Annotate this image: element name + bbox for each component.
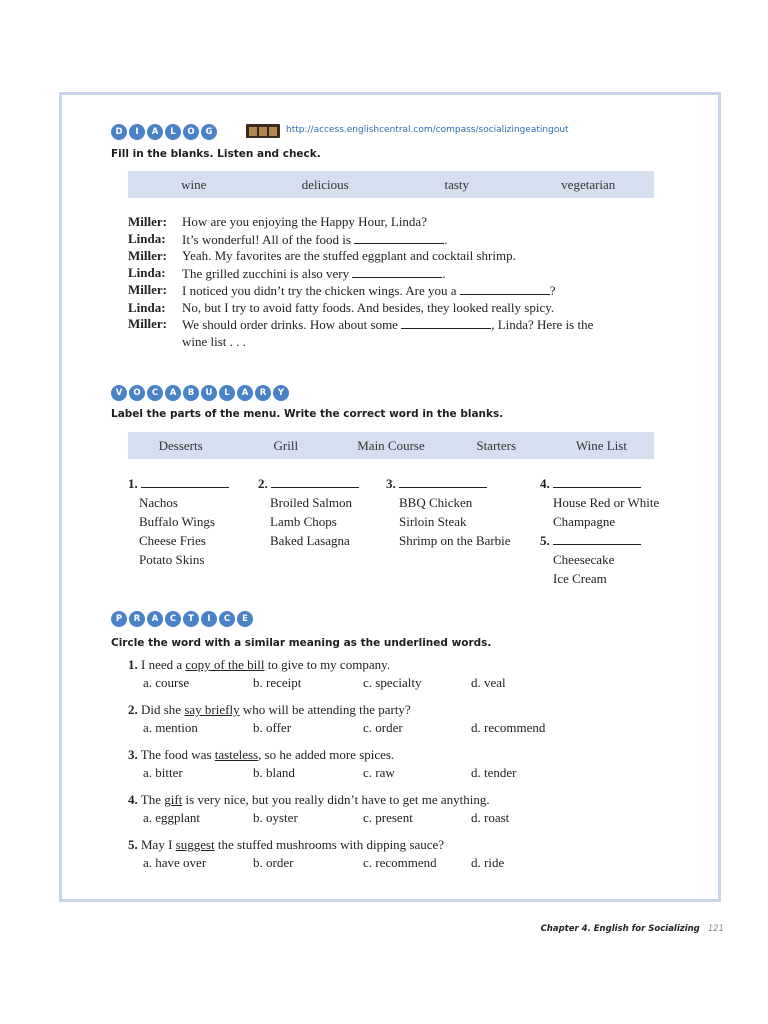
practice-question	[128, 792, 509, 828]
badge-letter: A	[237, 385, 253, 401]
page-footer	[541, 924, 724, 934]
badge-letter: O	[129, 385, 145, 401]
speaker: Miller:	[128, 214, 167, 229]
answer-option[interactable]: b. bland	[253, 765, 295, 780]
practice-question	[128, 747, 516, 783]
menu-item: Potato Skins	[139, 552, 205, 567]
dialog-lines	[128, 214, 668, 350]
answer-option[interactable]: b. order	[253, 855, 294, 870]
word-box-item: Starters	[476, 437, 517, 453]
badge-letter: R	[255, 385, 271, 401]
line-text: .	[444, 231, 448, 247]
speaker: Linda:	[128, 299, 166, 315]
badge-letter: C	[219, 611, 235, 627]
answer-option[interactable]: a. course	[143, 675, 190, 690]
video-icon[interactable]	[246, 124, 280, 138]
menu-item: Sirloin Steak	[399, 514, 467, 529]
answer-option[interactable]: d. roast	[471, 810, 510, 825]
badge-letter: I	[201, 611, 217, 627]
menu-item: BBQ Chicken	[399, 495, 473, 510]
menu-column	[386, 474, 511, 550]
line-text: , Linda? Here is the	[491, 317, 594, 332]
menu-item: Cheesecake	[553, 552, 615, 567]
underlined-words: gift	[164, 792, 183, 807]
badge-letter: L	[165, 124, 181, 140]
underlined-words: suggest	[175, 837, 215, 852]
badge-letter: L	[219, 385, 235, 401]
answer-option[interactable]: a. mention	[143, 720, 198, 735]
badge-letter: I	[129, 124, 145, 140]
dialog-line	[128, 316, 668, 350]
badge-letter: B	[183, 385, 199, 401]
dialog-line	[128, 265, 668, 283]
line-text: It’s wonderful! All of the food is	[182, 231, 355, 247]
question-number: 4.	[128, 792, 138, 807]
badge-letter: A	[147, 611, 163, 627]
answer-blank[interactable]	[553, 532, 641, 545]
underlined-words: tasteless	[214, 747, 259, 762]
badge-letter: O	[183, 124, 199, 140]
question-text: the stuffed mushrooms with dipping sauce?	[214, 837, 445, 852]
menu-item: Broiled Salmon	[270, 495, 352, 510]
speaker: Miller:	[128, 282, 167, 297]
question-text: The food was	[140, 747, 215, 762]
menu-column	[258, 474, 359, 550]
question-text: who will be attending the party?	[239, 702, 411, 717]
answer-option[interactable]: d. ride	[471, 855, 505, 870]
practice-instruction: Circle the word with a similar meaning as the underlined words.	[111, 637, 492, 649]
dialog-line	[128, 282, 668, 300]
answer-option[interactable]: b. oyster	[253, 810, 298, 825]
blank-number: 1.	[128, 476, 138, 491]
word-box-item: Wine List	[575, 437, 627, 453]
answer-blank[interactable]	[141, 475, 229, 488]
answer-option[interactable]: c. order	[363, 720, 403, 735]
blank-number: 2.	[258, 476, 268, 491]
menu-item: Cheese Fries	[139, 533, 206, 548]
badge-letter: Y	[273, 385, 289, 401]
answer-option[interactable]: a. bitter	[143, 765, 183, 780]
answer-blank[interactable]	[352, 265, 442, 278]
line-text: We should order drinks. How about some	[182, 317, 402, 332]
answer-option[interactable]: b. offer	[253, 720, 292, 735]
badge-letter: R	[129, 611, 145, 627]
line-text: I noticed you didn’t try the chicken wings. Are you a	[182, 283, 460, 298]
badge-letter: D	[111, 124, 127, 140]
answer-blank[interactable]	[354, 231, 444, 244]
answer-option[interactable]: d. recommend	[471, 720, 546, 735]
answer-option[interactable]: b. receipt	[253, 675, 302, 690]
speaker: Miller:	[128, 248, 167, 263]
badge-letter: U	[201, 385, 217, 401]
dialog-line	[128, 248, 668, 265]
question-text: is very nice, but you really didn’t have to get me anything.	[182, 792, 490, 807]
blank-number: 5.	[540, 533, 550, 548]
vocabulary-word-box	[128, 432, 654, 459]
answer-option[interactable]: c. raw	[363, 765, 395, 780]
dialog-badges	[111, 124, 217, 140]
menu-column	[128, 474, 229, 569]
line-text: ?	[549, 283, 556, 298]
badge-letter: P	[111, 611, 127, 627]
answer-blank[interactable]	[399, 475, 487, 488]
answer-option[interactable]: c. recommend	[363, 855, 437, 870]
badge-letter: C	[165, 611, 181, 627]
practice-question	[128, 702, 545, 738]
blank-number: 3.	[386, 476, 396, 491]
practice-question	[128, 837, 504, 873]
answer-option[interactable]: a. eggplant	[143, 810, 201, 825]
question-text: May I	[141, 837, 176, 852]
question-number: 3.	[128, 747, 138, 762]
line-text: The grilled zucchini is also very	[182, 265, 353, 281]
badge-letter: T	[183, 611, 199, 627]
answer-option[interactable]: c. specialty	[363, 675, 422, 690]
word-box-item: wine	[181, 176, 207, 192]
menu-column	[540, 474, 659, 588]
word-box-item: vegetarian	[561, 176, 616, 192]
menu-item: Nachos	[139, 495, 178, 510]
answer-blank[interactable]	[401, 316, 491, 329]
badge-letter: E	[237, 611, 253, 627]
underlined-words: say briefly	[184, 702, 240, 717]
dialog-line	[128, 300, 668, 317]
answer-blank[interactable]	[460, 282, 550, 295]
line-text: wine list . . .	[182, 333, 246, 349]
word-box-item: delicious	[301, 176, 349, 192]
vocabulary-instruction: Label the parts of the menu. Write the correct word in the blanks.	[111, 408, 504, 420]
menu-item: Buffalo Wings	[139, 514, 215, 529]
menu-item: Lamb Chops	[270, 514, 337, 529]
word-box-item: Desserts	[158, 437, 203, 453]
line-text: How are you enjoying the Happy Hour, Linda?	[182, 214, 427, 229]
practice-badges	[111, 611, 253, 627]
dialog-instruction: Fill in the blanks. Listen and check.	[111, 148, 321, 160]
question-number: 5.	[128, 837, 138, 852]
blank-number: 4.	[540, 476, 550, 491]
question-text: , so he added more spices.	[258, 747, 395, 762]
chapter-title: Chapter 4. English for Socializing	[540, 924, 700, 934]
answer-option[interactable]: a. have over	[143, 855, 207, 870]
answer-blank[interactable]	[553, 475, 641, 488]
line-text: No, but I try to avoid fatty foods. And besides, they looked really spicy.	[182, 299, 555, 315]
answer-option[interactable]: d. tender	[471, 765, 517, 780]
answer-blank[interactable]	[271, 475, 359, 488]
question-text: to give to my company.	[264, 657, 390, 672]
answer-option[interactable]: d. veal	[471, 675, 506, 690]
question-text: I need a	[141, 657, 186, 672]
badge-letter: V	[111, 385, 127, 401]
menu-item: Shrimp on the Barbie	[399, 533, 511, 548]
page-number: 121	[707, 924, 724, 934]
line-text: Yeah. My favorites are the stuffed eggplant and cocktail shrimp.	[182, 248, 516, 263]
dialog-line	[128, 231, 668, 249]
question-text: Did she	[141, 702, 185, 717]
question-text: The	[140, 792, 165, 807]
menu-item: Baked Lasagna	[270, 533, 350, 548]
badge-letter: A	[147, 124, 163, 140]
menu-item: Champagne	[553, 514, 616, 529]
video-link[interactable]: http://access.englishcentral.com/compass/socializingeatingout	[286, 125, 569, 135]
dialog-line	[128, 214, 668, 231]
badge-letter: A	[165, 385, 181, 401]
badge-letter: G	[201, 124, 217, 140]
answer-option[interactable]: c. present	[363, 810, 413, 825]
word-box-item: Main Course	[357, 437, 425, 453]
menu-item: House Red or White	[553, 495, 660, 510]
dialog-word-box	[128, 171, 654, 198]
vocabulary-badges	[111, 385, 289, 401]
line-text: .	[442, 265, 446, 281]
speaker: Linda:	[128, 264, 166, 280]
question-number: 1.	[128, 657, 138, 672]
speaker: Miller:	[128, 316, 167, 331]
word-box-item: tasty	[444, 176, 470, 192]
menu-item: Ice Cream	[553, 571, 607, 586]
speaker: Linda:	[128, 230, 166, 246]
underlined-words: copy of the bill	[185, 657, 265, 672]
word-box-item: Grill	[273, 437, 299, 453]
question-number: 2.	[128, 702, 138, 717]
badge-letter: C	[147, 385, 163, 401]
practice-question	[128, 657, 506, 693]
